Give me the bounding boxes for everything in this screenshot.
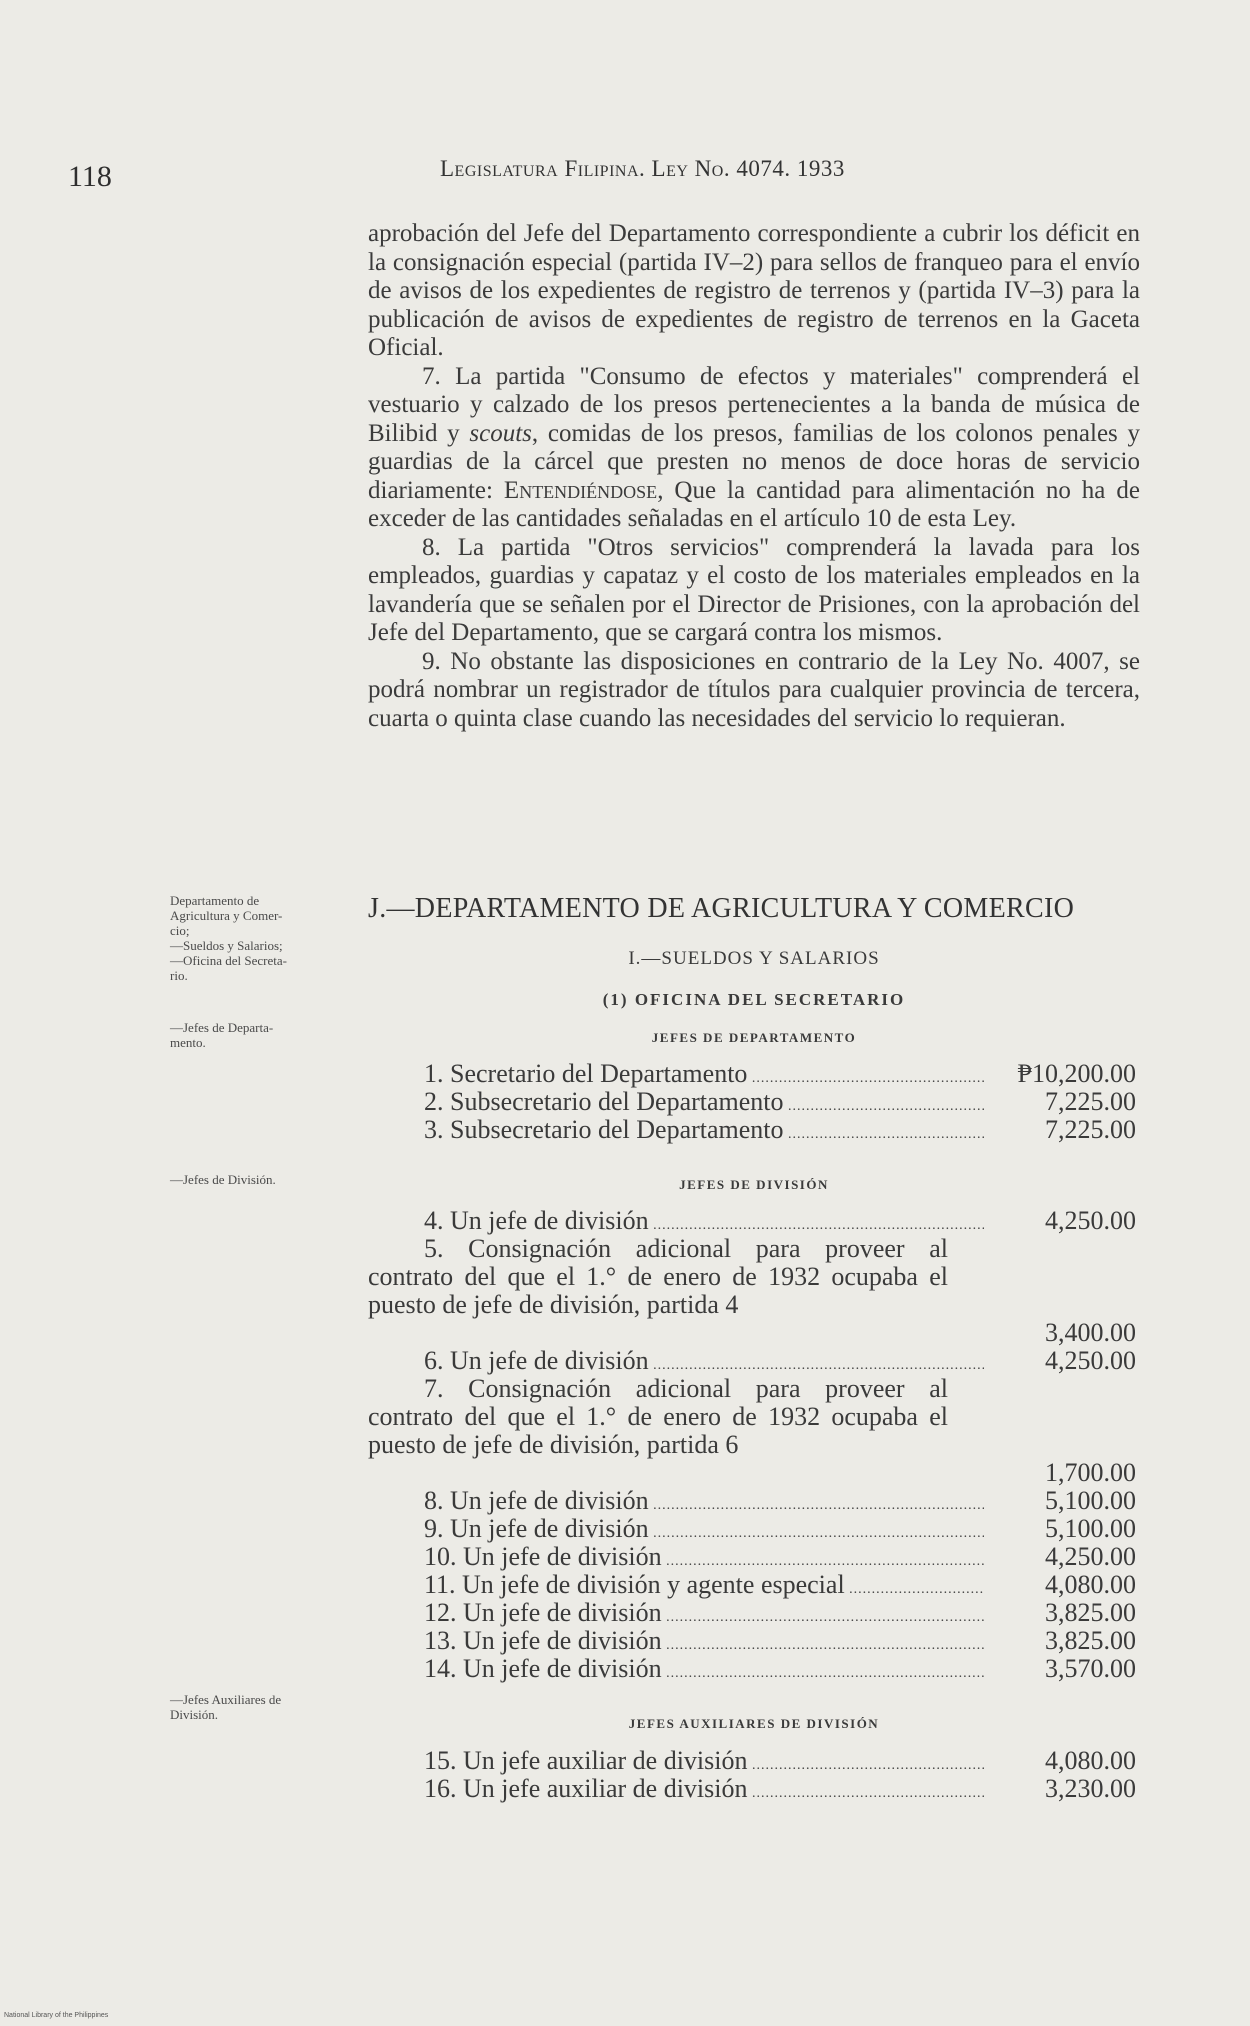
subheading-division-heads: JEFES DE DIVISIÓN	[679, 1177, 829, 1192]
subheading-dept-heads: JEFES DE DEPARTAMENTO	[651, 1030, 857, 1045]
list-item	[368, 1571, 1148, 1599]
item-amount: 4,250.00	[1045, 1206, 1136, 1235]
list-item	[368, 1627, 1148, 1655]
item-amount: 3,570.00	[1045, 1654, 1136, 1683]
paragraph-7	[368, 363, 1140, 534]
item-label: 11. Un jefe de división y agente especial .....	[424, 1571, 984, 1604]
item-label: 15. Un jefe auxiliar de división .....	[424, 1747, 984, 1780]
item-paragraph	[368, 1375, 948, 1459]
list-item	[368, 1655, 1148, 1683]
paragraph-9: 9. No obstante las disposiciones en contrario de la Ley No. 4007, se podrá nombrar un registrador de títulos para cualquier provincia de tercera, cuarta o quinta clase cuando las necesidades del servicio lo requieran.	[368, 647, 1140, 732]
list-item	[368, 1375, 1148, 1487]
item-label: 1. Secretario del Departamento .....	[424, 1060, 984, 1093]
item-amount: 3,825.00	[1045, 1626, 1136, 1655]
margin-note-line: Agricultura y Comer-	[170, 908, 283, 923]
item-label: 4. Un jefe de división .....	[424, 1207, 984, 1240]
list-item	[368, 1747, 1148, 1775]
subheading-assistant-heads: JEFES AUXILIARES DE DIVISIÓN	[628, 1716, 880, 1731]
item-amount: 3,230.00	[1045, 1774, 1136, 1803]
margin-note-line: —Jefes de División.	[170, 1172, 276, 1187]
scan-footer: National Library of the Philippines	[4, 2012, 109, 2019]
assistant-heads-list	[368, 1747, 1148, 1803]
margin-note-line: cio;	[170, 923, 190, 938]
item-label: 13. Un jefe de división .....	[424, 1627, 984, 1660]
paragraph-7-text-a: 7. La partida "Consumo de efectos y materiales" comprenderá el vestuario y calzado de los presos pertenecientes a la banda de música de Bilibid y	[368, 362, 1140, 447]
item-label: 9. Un jefe de división .....	[424, 1515, 984, 1548]
list-item	[368, 1599, 1148, 1627]
list-item	[368, 1515, 1148, 1543]
margin-note-line: rio.	[170, 968, 188, 983]
page-number: 118	[68, 160, 112, 193]
item-amount: 7,225.00	[1045, 1087, 1136, 1116]
item-label: 2. Subsecretario del Departamento .....	[424, 1088, 984, 1121]
section-title: J.—DEPARTAMENTO DE AGRICULTURA Y COMERCIO	[368, 893, 1075, 924]
list-item	[368, 1347, 1148, 1375]
division-heads-list	[368, 1207, 1148, 1683]
subheading-salaries: I.—SUELDOS Y SALARIOS	[628, 948, 880, 969]
paragraph-7-text-c: , Que la cantidad para alimentación no ha de exceder de las cantidades señaladas en el artículo 10 de esta Ley.	[368, 476, 1140, 532]
margin-note-dept-heads	[170, 1020, 362, 1050]
item-amount: 4,250.00	[1045, 1542, 1136, 1571]
margin-note-line: —Sueldos y Salarios;	[170, 938, 283, 953]
body-text	[368, 220, 1140, 733]
margin-note-division-heads	[170, 1172, 362, 1187]
item-amount: 4,080.00	[1045, 1746, 1136, 1775]
list-item	[368, 1060, 1148, 1088]
subheading-office: (1) OFICINA DEL SECRETARIO	[602, 990, 906, 1009]
item-amount: 1,700.00	[1045, 1458, 1136, 1487]
item-label: 10. Un jefe de división .....	[424, 1543, 984, 1576]
margin-note-line: Departamento de	[170, 893, 260, 908]
margin-note-line: División.	[170, 1707, 219, 1722]
item-amount: 5,100.00	[1045, 1514, 1136, 1543]
list-item	[368, 1207, 1148, 1235]
margin-note-line: —Oficina del Secreta-	[170, 953, 287, 968]
list-item	[368, 1487, 1148, 1515]
item-label: 8. Un jefe de división .....	[424, 1487, 984, 1520]
item-paragraph	[368, 1235, 948, 1319]
item-amount: 4,250.00	[1045, 1346, 1136, 1375]
scouts-term: scouts	[469, 419, 532, 447]
item-label: 14. Un jefe de división .....	[424, 1655, 984, 1688]
item-label: 5. Consignación adicional para proveer al contrato del que el 1.° de enero de 1932 ocupaba el puesto de jefe de división, partida 4	[368, 1234, 948, 1319]
item-label: 6. Un jefe de división .....	[424, 1347, 984, 1380]
margin-note-line: mento.	[170, 1035, 206, 1050]
item-label: 3. Subsecretario del Departamento .....	[424, 1116, 984, 1149]
running-head: Legislatura Filipina. Ley No. 4074. 1933	[440, 156, 845, 181]
proviso-term: Entendiéndose	[503, 476, 658, 504]
item-amount: ₱10,200.00	[1017, 1059, 1136, 1088]
paragraph-continuation: aprobación del Jefe del Departamento correspondiente a cubrir los déficit en la consignación especial (partida IV–2) para sellos de franqueo para el envío de avisos de los expedientes de registro de terrenos y (partida IV–3) para la publicación de avisos de expedientes de registro de terrenos en la Gaceta Oficial.	[368, 220, 1140, 361]
margin-note-assistant-heads	[170, 1692, 362, 1722]
item-label: 7. Consignación adicional para proveer al contrato del que el 1.° de enero de 1932 ocupaba el puesto de jefe de división, partida 6	[368, 1374, 948, 1459]
item-amount: 4,080.00	[1045, 1570, 1136, 1599]
paragraph-8: 8. La partida "Otros servicios" comprenderá la lavada para los empleados, guardias y capataz y el costo de los materiales empleados en la lavandería que se señalen por el Director de Prisiones, con la aprobación del Jefe del Departamento, que se cargará contra los mismos.	[368, 533, 1140, 646]
dept-heads-list	[368, 1060, 1148, 1144]
item-amount: 5,100.00	[1045, 1486, 1136, 1515]
item-label: 12. Un jefe de división .....	[424, 1599, 984, 1632]
margin-note-department	[170, 893, 362, 983]
list-item	[368, 1088, 1148, 1116]
list-item	[368, 1775, 1148, 1803]
list-item	[368, 1543, 1148, 1571]
list-item	[368, 1116, 1148, 1144]
item-amount: 3,400.00	[1045, 1318, 1136, 1347]
margin-note-line: —Jefes de Departa-	[170, 1020, 274, 1035]
item-amount: 3,825.00	[1045, 1598, 1136, 1627]
item-amount: 7,225.00	[1045, 1115, 1136, 1144]
margin-note-line: —Jefes Auxiliares de	[170, 1692, 282, 1707]
item-label: 16. Un jefe auxiliar de división .....	[424, 1775, 984, 1808]
list-item	[368, 1235, 1148, 1347]
paragraph-7-text-b: , comidas de los presos, familias de los colonos penales y guardias de la cárcel que presten no menos de doce horas de servicio diariamente:	[368, 419, 1140, 504]
